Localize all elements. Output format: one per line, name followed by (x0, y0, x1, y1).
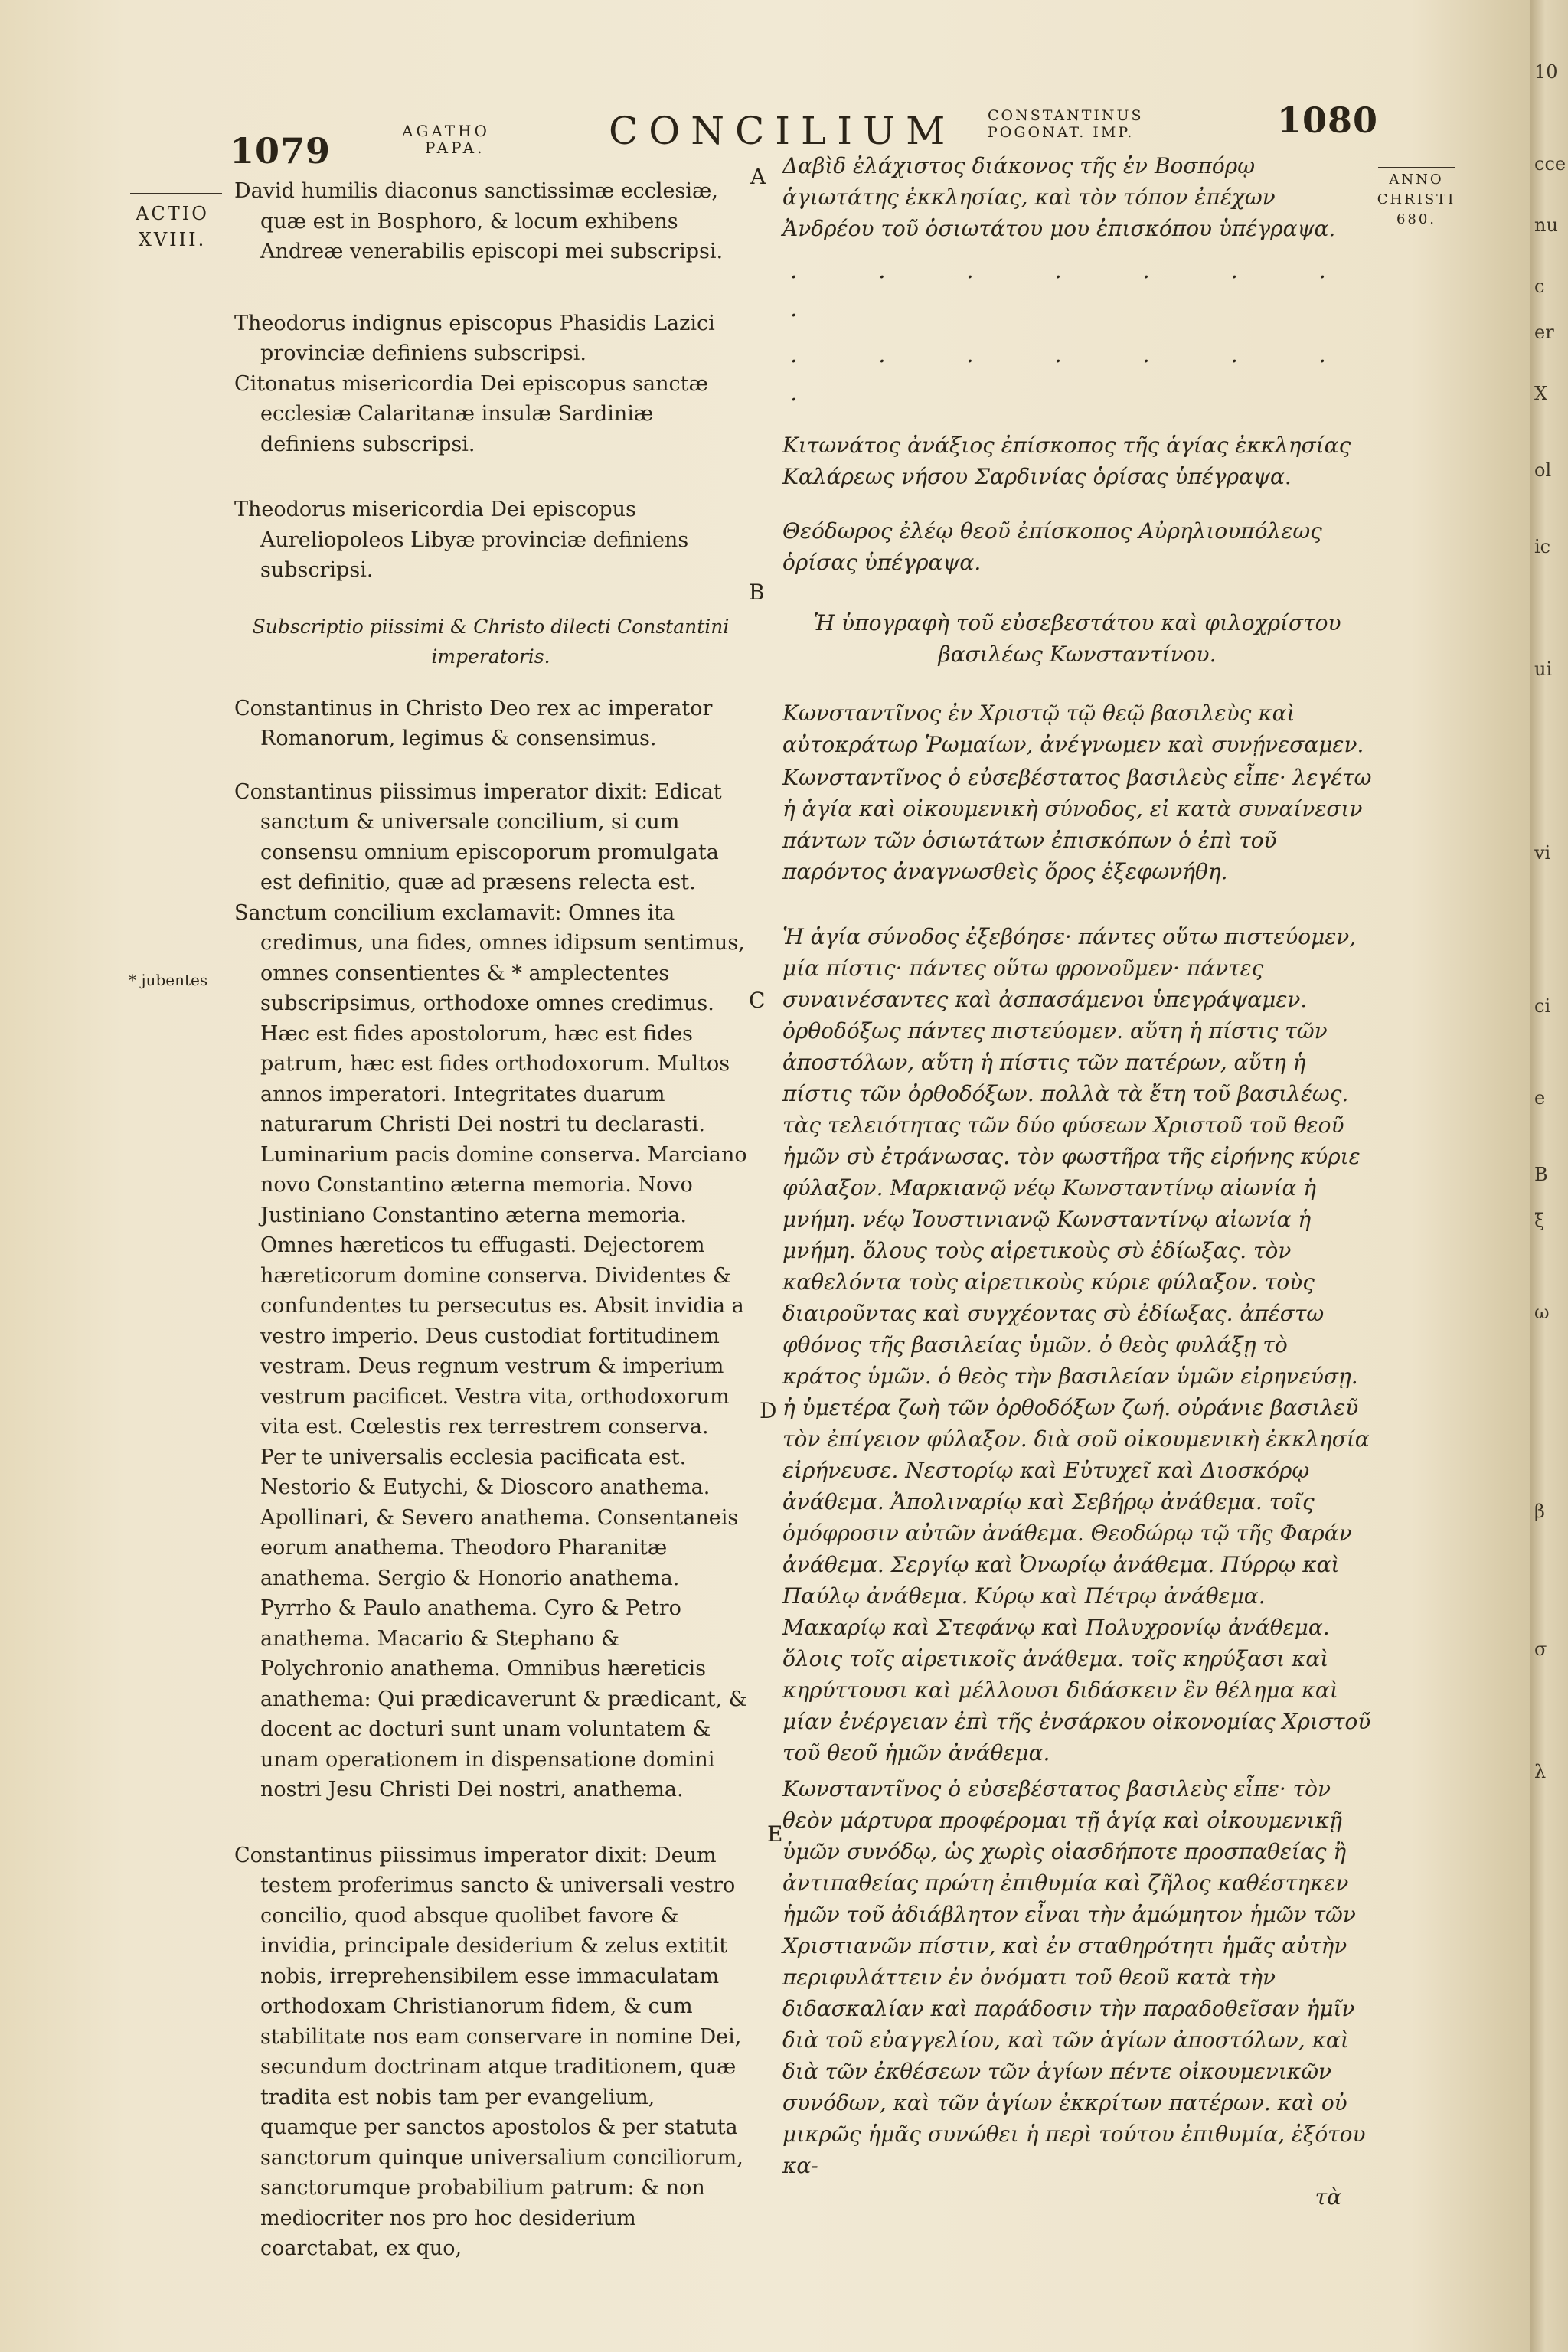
edge-fragment: e (1534, 1087, 1546, 1109)
section-letter-a: A (750, 164, 766, 189)
edge-fragment: er (1534, 322, 1554, 343)
edge-fragment: ic (1534, 536, 1551, 557)
greek-paragraph: Ἡ ἁγία σύνοδος ἐξεβόησε· πάντες οὕτω πιστεύομεν, μία πίστις· πάντες οὕτω φρονοῦμεν· πάντες συναινέσαντες καὶ ἀσπασάμενοι ὑπεγράψαμεν. ὀρθοδόξως πάντες πιστεύομεν. αὕτη ἡ πίστις τῶν ἀποστόλων, αὕτη ἡ πίστις τῶν πατέρων, αὕτη ἡ πίστις τῶν ὀρθοδόξων. πολλὰ τὰ ἔτη τοῦ βασιλέως. τὰς τελειότητας τῶν δύο φύσεων Χριστοῦ τοῦ θεοῦ ἡμῶν σὺ ἐτράνωσας. τὸν φωστῆρα τῆς εἰρήνης κύριε φύλαξον. Μαρκιανῷ νέῳ Κωνσταντίνῳ αἰωνία ἡ μνήμη. νέῳ Ἰουστινιανῷ Κωνσταντίνῳ αἰωνία ἡ μνήμη. ὅλους τοὺς αἱρετικοὺς σὺ ἐδίωξας. τὸν καθελόντα τοὺς αἱρετικοὺς κύριε φύλαξον. τοὺς διαιροῦντας καὶ συγχέοντας σὺ ἐδίωξας. ἀπέστω φθόνος τῆς βασιλείας ὑμῶν. ὁ θεὸς φυλάξῃ τὸ κράτος ὑμῶν. ὁ θεὸς τὴν βασιλείαν ὑμῶν εἰρηνεύσῃ. ἡ ὑμετέρα ζωὴ τῶν ὀρθοδόξων ζωή. οὐράνιε βασιλεῦ τὸν ἐπίγειον φύλαξον. διὰ σοῦ οἰκουμενικὴ ἐκκλησία εἰρήνευσε. Νεστορίῳ καὶ Εὐτυχεῖ καὶ Διοσκόρῳ ἀνάθεμα. Ἀπολιναρίῳ καὶ Σεβήρῳ ἀνάθεμα. τοῖς ὁμόφροσιν αὐτῶν ἀνάθεμα. Θεοδώρῳ τῷ τῆς Φαράν ἀνάθεμα. Σεργίῳ καὶ Ὀνωρίῳ ἀνάθεμα. Πύρρῳ καὶ Παύλῳ ἀνάθεμα. Κύρῳ καὶ Πέτρῳ ἀνάθεμα. Μακαρίῳ καὶ Στεφάνῳ καὶ Πολυχρονίῳ ἀνάθεμα. ὅλοις τοῖς αἱρετικοῖς ἀνάθεμα. τοῖς κηρύξασι καὶ κηρύττουσι καὶ μέλλουσι διδάσκειν ἓν θέλημα καὶ μίαν ἐνέργειαν ἐπὶ τῆς ἐνσάρκου οἰκονομίας Χριστοῦ τοῦ θεοῦ ἡμῶν ἀνάθεμα. (782, 924, 1371, 1766)
latin-paragraph: Constantinus in Christo Deo rex ac imperator Romanorum, legimus & consensimus. (234, 696, 713, 750)
edge-fragment: ξ (1534, 1210, 1545, 1231)
margin-note-line: CHRISTI (1377, 191, 1456, 207)
latin-paragraph: Constantinus piissimus imperator dixit: Edicat sanctum & universale concilium, si cum consensu omnium episcoporum promulgata est definitio, quæ ad præsens relecta est. (234, 779, 722, 894)
left-margin-rule (130, 193, 222, 194)
margin-gloss: * jubentes (129, 971, 208, 989)
right-margin-rule (1378, 167, 1455, 168)
latin-paragraph: Citonatus misericordia Dei episcopus sanctæ ecclesiæ Calaritanæ insulæ Sardiniæ definiens subscripsi. (234, 371, 708, 456)
catchword: τὰ (1315, 2184, 1341, 2210)
edge-fragment: ol (1534, 459, 1552, 481)
edge-fragment: ci (1534, 995, 1551, 1017)
greek-paragraph: Κιτωνάτος ἀνάξιος ἐπίσκοπος τῆς ἁγίας ἐκκλησίας Καλάρεως νήσου Σαρδινίας ὁρίσας ὑπέγραψα. (782, 433, 1351, 489)
section-letter-d: D (760, 1398, 777, 1423)
page-title: CONCILIUM (609, 109, 956, 153)
right-page-number: 1080 (1277, 100, 1379, 141)
latin-paragraph: Theodorus misericordia Dei episcopus Aureliopoleos Libyæ provinciæ definiens subscripsi. (234, 498, 689, 582)
edge-fragment: cce (1534, 153, 1566, 175)
margin-note-line: ACTIO (136, 203, 209, 224)
edge-fragment: β (1534, 1501, 1545, 1522)
latin-paragraph: Theodorus indignus episcopus Phasidis Lazici provinciæ definiens subscripsi. (234, 311, 715, 365)
left-running-head (402, 122, 490, 156)
latin-paragraph: Constantinus piissimus imperator dixit: Deum testem proferimus sancto & universali vestro concilio, quod absque quolibet favore & invidia, principale desiderium & zelus extitit nobis, irreprehensibilem esse immaculatam orthodoxam Christianorum fidem, & cum stabilitate nos eam conservare in nomine Dei, secundum doctrinam atque traditionem, quæ tradita est nobis tam per evangelium, quamque per sanctos apostolos & per statuta sanctorum quinque universalium conciliorum, sanctorumque probabilium patrum: & non mediocriter nos pro hoc desiderium coarctabat, ex quo, (234, 1843, 743, 2260)
right-running-head (988, 107, 1144, 141)
margin-note-line: ANNO (1389, 172, 1444, 188)
edge-fragment: λ (1534, 1761, 1547, 1782)
greek-paragraph: Κωνσταντῖνος ὁ εὐσεβέστατος βασιλεὺς εἶπε· τὸν θεὸν μάρτυρα προφέρομαι τῇ ἁγίᾳ καὶ οἰκουμενικῇ ὑμῶν συνόδῳ, ὡς χωρὶς οἱασδήποτε προσπαθείας ἢ ἀντιπαθείας πρώτη ἐπιθυμία καὶ ζῆλος καθέστηκεν ἡμῶν τοῦ ἀδιάβλητον εἶναι τὴν ἀμώμητον ἡμῶν τῶν Χριστιανῶν πίστιν, καὶ ἐν σταθηρότητι ἡμᾶς αὐτὴν περιφυλάττειν ἐν ὀνόματι τοῦ θεοῦ κατὰ τὴν διδασκαλίαν καὶ παράδοσιν τὴν παραδοθεῖσαν ἡμῖν διὰ τοῦ εὐαγγελίου, καὶ τῶν ἁγίων ἀποστόλων, καὶ διὰ τῶν ἐκθέσεων τῶν ἁγίων πέντε οἰκουμενικῶν συνόδων, καὶ τῶν ἁγίων ἐκκρίτων πατέρων. καὶ οὐ μικρῶς ἡμᾶς συνώθει ἡ περὶ τούτου ἐπιθυμία, ἐξότου κα- (782, 1776, 1366, 2178)
section-letter-c: C (749, 988, 766, 1013)
greek-paragraph: Κωνσταντῖνος ὁ εὐσεβέστατος βασιλεὺς εἶπε· λεγέτω ἡ ἁγία καὶ οἰκουμενικὴ σύνοδος, εἰ κατὰ συναίνεσιν πάντων τῶν ὁσιωτάτων ἐπισκόπων ὁ ἐπὶ τοῦ παρόντος ἀναγνωσθεὶς ὅρος ἐξεφωνήθη. (782, 765, 1372, 884)
running-head-line: AGATHO (402, 122, 490, 140)
lacuna-dots: . . . . . . . . (790, 341, 1363, 407)
facing-page-edge (1530, 0, 1568, 2352)
running-head-line: CONSTANTINUS (988, 107, 1144, 124)
latin-section-heading: Subscriptio piissimi & Christo dilecti Constantini imperatoris. (252, 615, 730, 668)
edge-fragment: X (1534, 383, 1548, 404)
greek-section-heading: Ἡ ὑπογραφὴ τοῦ εὐσεβεστάτου καὶ φιλοχρίστου βασιλέως Κωνσταντίνου. (813, 610, 1341, 667)
margin-note-left (122, 201, 222, 253)
section-letter-e: E (767, 1821, 783, 1847)
margin-note-line: 680. (1396, 211, 1437, 227)
lacuna-dots: . . . . . . . . (790, 257, 1363, 322)
edge-fragment: B (1534, 1164, 1548, 1185)
section-letter-b: B (749, 580, 765, 605)
edge-fragment: nu (1534, 214, 1558, 236)
greek-paragraph: Κωνσταντῖνος ἐν Χριστῷ τῷ θεῷ βασιλεὺς καὶ αὐτοκράτωρ Ῥωμαίων, ἀνέγνωμεν καὶ συνῄνεσαμεν. (782, 701, 1364, 757)
latin-paragraph: David humilis diaconus sanctissimæ ecclesiæ, quæ est in Bosphoro, & locum exhibens Andreæ venerabilis episcopi mei subscripsi. (234, 179, 724, 263)
edge-fragment: σ (1534, 1638, 1547, 1660)
greek-column (782, 150, 1372, 2213)
edge-fragment: ui (1534, 658, 1553, 680)
edge-fragment: c (1534, 276, 1545, 297)
edge-fragment: 10 (1534, 61, 1558, 83)
latin-column (234, 176, 747, 2287)
latin-paragraph: Sanctum concilium exclamavit: Omnes ita credimus, una fides, omnes idipsum sentimus, omnes consentientes & * amplectentes subscripsimus, orthodoxe omnes credimus. Hæc est fides apostolorum, hæc est fides patrum, hæc est fides orthodoxorum. Multos annos imperatori. Integritates duarum naturarum Christi Dei nostri tu declarasti. Luminarium pacis domine conserva. Marciano novo Constantino æterna memoria. Novo Justiniano Constantino æterna memoria. Omnes hæreticos tu effugasti. Dejectorem hæreticorum domine conserva. Dividentes & confundentes tu persecutus es. Absit invidia a vestro imperio. Deus custodiat fortitudinem vestram. Deus regnum vestrum & imperium vestrum pacificet. Vestra vita, orthodoxorum vita est. Cœlestis rex terrestrem conserva. Per te universalis ecclesia pacificata est. Nestorio & Eutychi, & Dioscoro anathema. Apollinari, & Severo anathema. Consentaneis eorum anathema. Theodoro Pharanitæ anathema. Sergio & Honorio anathema. Pyrrho & Paulo anathema. Cyro & Petro anathema. Macario & Stephano & Polychronio anathema. Omnibus hæreticis anathema: Qui prædicaverunt & prædicant, & docent ac docturi sunt unam voluntatem & unam operationem in dispensatione domini nostri Jesu Christi Dei nostri, anathema. (234, 900, 747, 1802)
greek-paragraph: Δαβὶδ ἐλάχιστος διάκονος τῆς ἐν Βοσπόρῳ ἁγιωτάτης ἐκκλησίας, καὶ τὸν τόπον ἐπέχων Ἀνδρέου τοῦ ὁσιωτάτου μου ἐπισκόπου ὑπέγραψα. (782, 153, 1336, 241)
margin-note-line: XVIII. (138, 229, 207, 250)
running-head-line: PAPA. (425, 139, 485, 157)
greek-paragraph: Θεόδωρος ἐλέῳ θεοῦ ἐπίσκοπος Αὐρηλιουπόλεως ὁρίσας ὑπέγραψα. (782, 518, 1322, 575)
running-head-line: POGONAT. IMP. (988, 124, 1135, 141)
edge-fragment: ω (1534, 1302, 1550, 1323)
edge-fragment: vi (1534, 842, 1551, 864)
left-page-number: 1079 (230, 130, 332, 172)
margin-note-right (1374, 170, 1459, 230)
